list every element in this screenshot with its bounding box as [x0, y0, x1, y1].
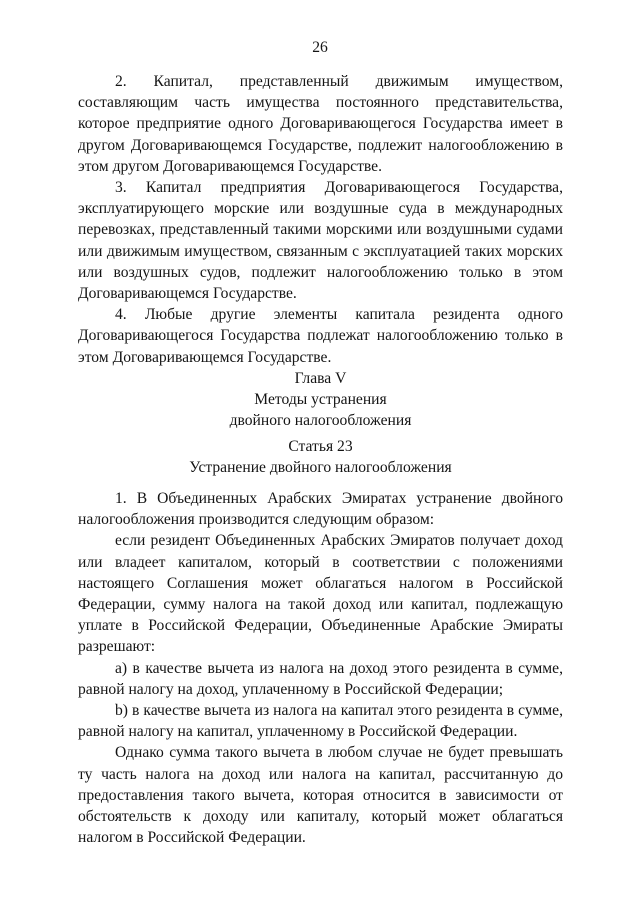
chapter-number: Глава V — [294, 370, 347, 387]
paragraph-other-capital: 4. Любые другие элементы капитала резидента одного Договаривающегося Государства подлежат налогообложению только в этом Договаривающемся Государстве. — [78, 306, 563, 366]
article-title: Устранение двойного налогообложения — [189, 459, 452, 477]
paragraph-capital-ships-aircraft: 3. Капитал предприятия Договаривающегося Государства, эксплуатирующего морские или воздушные суда в международных перевозках, представленный такими морскими или воздушными судами или движимым имуществом, связанным с эксплуатацией таких морских или воздушных судов, подлежит налогообложению только в этом Договаривающемся Государстве. — [78, 179, 563, 303]
article-number: Статья 23 — [288, 438, 353, 455]
page-number: 26 — [312, 39, 328, 56]
article-23-body — [78, 488, 563, 848]
paragraph-item-a: a) в качестве вычета из налога на доход этого резидента в сумме, равной налогу на доход, уплаченному в Российской Федерации; — [78, 659, 563, 698]
paragraph-deduction-limit: Однако сумма такого вычета в любом случае не будет превышать ту часть налога на доход или налога на капитал, рассчитанную до предоставления такого вычета, которая относится в зависимости от обстоятельств к доходу или капиталу, который может облагаться налогом в Российской Федерации. — [78, 744, 563, 847]
chapter-title-line-1: Методы устранения — [254, 391, 387, 409]
article-22-continuation — [78, 71, 563, 368]
paragraph-item-b: b) в качестве вычета из налога на капитал этого резидента в сумме, равной налогу на капитал, уплаченному в Российской Федерации. — [78, 702, 563, 741]
chapter-title-line-2: двойного налогообложения — [229, 412, 412, 430]
paragraph-uae-resident-credit: если резидент Объединенных Арабских Эмиратов получает доход или владеет капиталом, который в соответствии с положениями настоящего Соглашения может облагаться налогом в Российской Федерации, сумму налога на такой доход или капитал, подлежащую уплате в Российской Федерации, Объединенные Арабские Эмираты разрешают: — [78, 532, 563, 656]
paragraph-uae-method: 1. В Объединенных Арабских Эмиратах устранение двойного налогообложения производится следующим образом: — [78, 490, 563, 529]
paragraph-capital-movable-property: 2. Капитал, представленный движимым имуществом, составляющим часть имущества постоянного представительства, которое предприятие одного Договаривающегося Государства имеет в другом Договаривающемся Государстве, подлежит налогообложению в этом другом Договаривающемся Государстве. — [78, 73, 563, 175]
chapter-heading — [78, 368, 563, 432]
article-heading — [78, 436, 563, 478]
